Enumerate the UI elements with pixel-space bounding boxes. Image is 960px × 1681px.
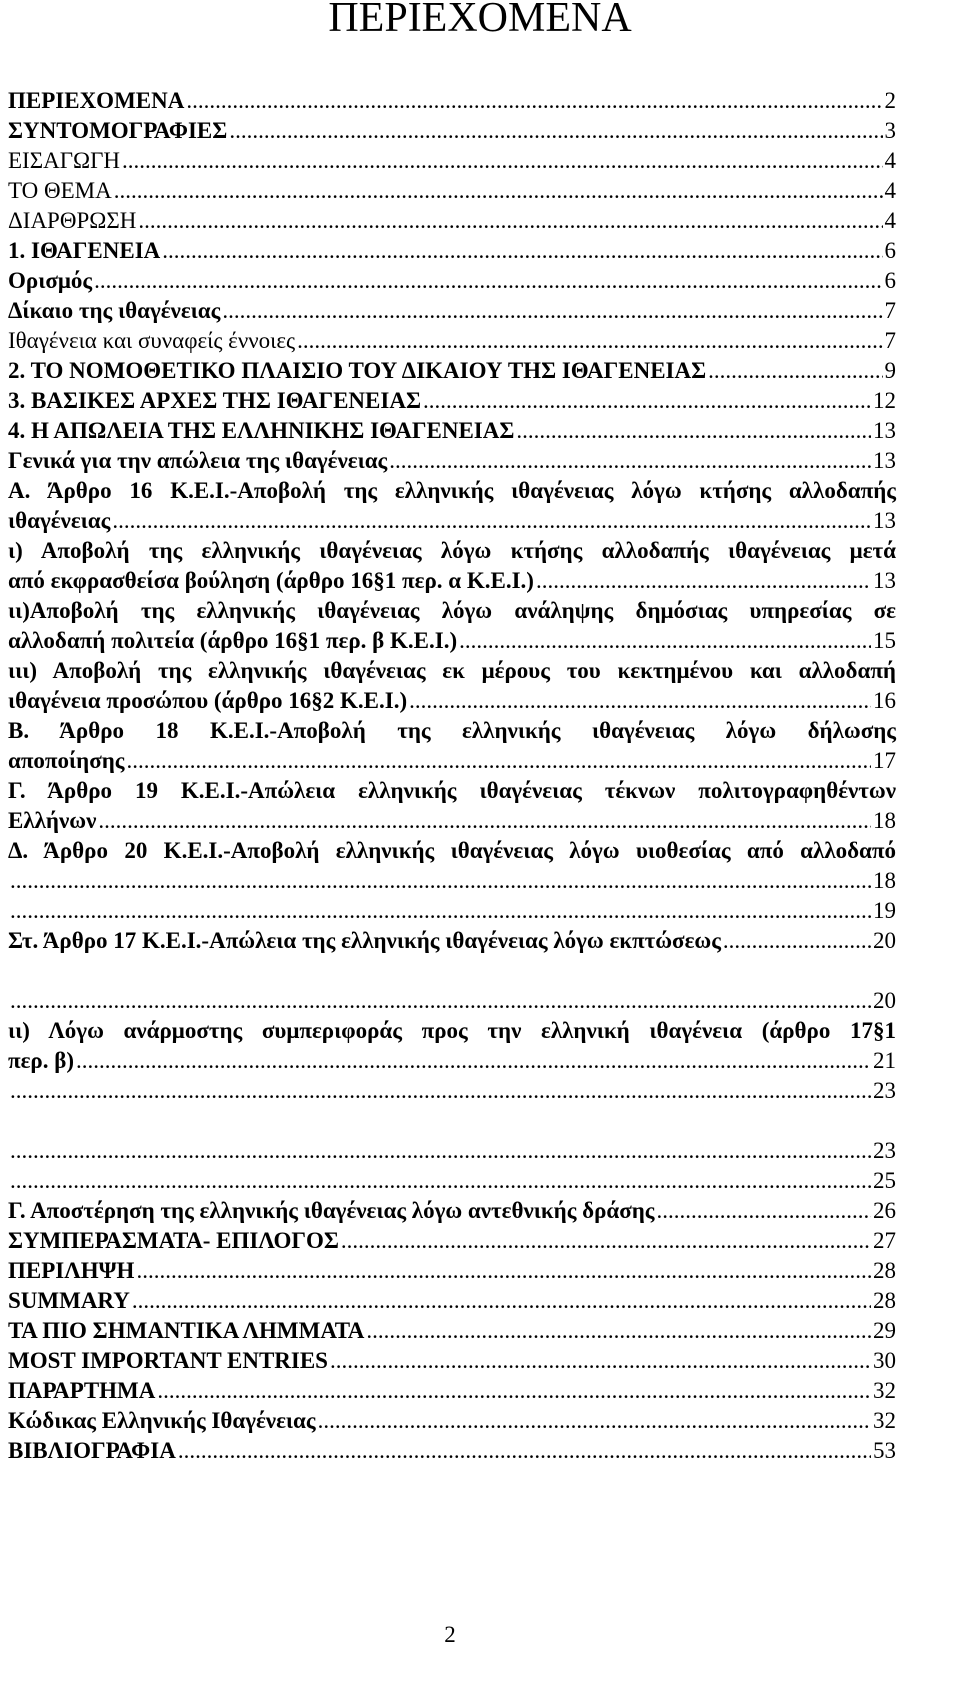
toc-entry-page: 2 <box>884 88 896 113</box>
toc-entry-text: ΠΕΡΙΕΧΟΜΕΝΑ <box>8 88 185 113</box>
leader-dots <box>341 1226 871 1256</box>
toc-entry-text: ΣΥΝΤΟΜΟΓΡΑΦΙΕΣ <box>8 118 228 143</box>
toc-entry-text: 2. ΤΟ ΝΟΜΟΘΕΤΙΚΟ ΠΛΑΙΣΙΟ ΤΟΥ ΔΙΚΑΙΟΥ ΤΗΣ ΙΘΑΓΕΝΕΙΑΣ <box>8 358 707 383</box>
page-number: 2 <box>444 1622 456 1647</box>
table-of-contents <box>8 86 896 1466</box>
toc-entry[interactable] <box>8 1166 896 1196</box>
toc-entry-text: Στ. Άρθρο 17 Κ.Ε.Ι.-Απώλεια της ελληνικής ιθαγένειας λόγω εκπτώσεως <box>8 928 721 953</box>
toc-entry[interactable] <box>8 266 896 296</box>
toc-entry-page: 4 <box>884 148 896 173</box>
toc-entry[interactable] <box>8 1346 896 1376</box>
toc-entry-text-line1: Β. Άρθρο 18 Κ.Ε.Ι.-Αποβολή της ελληνικής ιθαγένειας λόγω δήλωσης <box>8 718 896 743</box>
toc-entry-page: 9 <box>884 358 896 383</box>
toc-entry[interactable] <box>8 386 896 416</box>
toc-entry-page: 53 <box>873 1438 896 1463</box>
toc-entry-text-line1: Δ. Άρθρο 20 Κ.Ε.Ι.-Αποβολή ελληνικής ιθαγένειας λόγω υιοθεσίας από αλλοδαπό <box>8 838 896 863</box>
toc-entry-text-line2: περ. β) <box>8 1048 75 1073</box>
leader-dots <box>186 86 882 116</box>
toc-entry-page: 12 <box>873 388 896 413</box>
toc-entry[interactable] <box>8 1376 896 1406</box>
toc-entry-text: ΠΑΡΑΡΤΗΜΑ <box>8 1378 156 1403</box>
toc-entry-text: ΠΕΡΙΛΗΨΗ <box>8 1258 135 1283</box>
toc-entry-text: Ιθαγένεια και συναφείς έννοιες <box>8 328 296 353</box>
toc-entry-text-line1: ιι)Αποβολή της ελληνικής ιθαγένειας λόγω ανάληψης δημόσιας υπηρεσίας σε <box>8 598 896 623</box>
leader-dots <box>114 176 883 206</box>
toc-entry-text: SUMMARY <box>8 1288 130 1313</box>
toc-entry[interactable] <box>8 926 896 956</box>
toc-entry-text-line1: ιιι) Αποβολή της ελληνικής ιθαγένειας εκ μέρους του κεκτημένου και αλλοδαπή <box>8 658 896 683</box>
leader-dots <box>10 1136 871 1166</box>
toc-entry-text-line2: αλλοδαπή πολιτεία (άρθρο 16§1 περ. β Κ.Ε.Ι.) <box>8 628 458 653</box>
toc-entry-text-line1: ιι) Λόγω ανάρμοστης συμπεριφοράς προς την ελληνική ιθαγένεια (άρθρο 17§1 <box>8 1018 896 1043</box>
toc-entry[interactable] <box>8 1226 896 1256</box>
toc-entry-page: 6 <box>884 268 896 293</box>
leader-dots <box>132 1286 871 1316</box>
toc-entry[interactable] <box>8 476 896 536</box>
toc-entry-text-line2: αποποίησης <box>8 748 125 773</box>
toc-entry-page: 3 <box>884 118 896 143</box>
toc-entry-text-line2: ιθαγένειας <box>8 508 111 533</box>
toc-entry-text: ΒΙΒΛΙΟΓΡΑΦΙΑ <box>8 1438 176 1463</box>
toc-entry-page: 4 <box>884 208 896 233</box>
leader-dots <box>423 386 871 416</box>
toc-entry[interactable] <box>8 236 896 266</box>
toc-entry-text-line2: ιθαγένεια προσώπου (άρθρο 16§2 Κ.Ε.Ι.) <box>8 688 408 713</box>
toc-entry-text: Κώδικας Ελληνικής Ιθαγένειας <box>8 1408 316 1433</box>
toc-entry-page: 18 <box>873 868 896 893</box>
toc-entry[interactable] <box>8 896 896 926</box>
toc-entry[interactable] <box>8 446 896 476</box>
leader-dots <box>127 746 871 776</box>
leader-dots <box>10 1166 871 1196</box>
leader-dots <box>297 326 882 356</box>
toc-entry-text: ΤΑ ΠΙΟ ΣΗΜΑΝΤΙΚΑ ΛΗΜΜΑΤΑ <box>8 1318 365 1343</box>
leader-dots <box>409 686 871 716</box>
leader-dots <box>162 236 882 266</box>
toc-entry-page: 27 <box>873 1228 896 1253</box>
toc-entry-page: 13 <box>873 508 896 533</box>
toc-entry[interactable] <box>8 356 896 386</box>
toc-entry[interactable] <box>8 326 896 356</box>
toc-entry[interactable] <box>8 1196 896 1226</box>
toc-entry-page: 26 <box>873 1198 896 1223</box>
toc-entry[interactable] <box>8 956 896 1016</box>
toc-entry-text: MOST IMPORTANT ENTRIES <box>8 1348 328 1373</box>
toc-entry-text-line1: ι) Αποβολή της ελληνικής ιθαγένειας λόγω κτήσης αλλοδαπής ιθαγένειας μετά <box>8 538 896 563</box>
toc-entry-page: 4 <box>884 178 896 203</box>
toc-entry-page: 13 <box>873 418 896 443</box>
toc-entry-page: 20 <box>873 988 896 1013</box>
toc-entry[interactable] <box>8 536 896 596</box>
toc-entry-page: 23 <box>873 1138 896 1163</box>
toc-entry-page: 7 <box>884 328 896 353</box>
leader-dots <box>10 896 871 926</box>
toc-entry-page: 32 <box>873 1378 896 1403</box>
toc-entry-page: 25 <box>873 1168 896 1193</box>
leader-dots <box>94 266 882 296</box>
toc-entry-text-line1: Α. Άρθρο 16 Κ.Ε.Ι.-Αποβολή της ελληνικής ιθαγένειας λόγω κτήσης αλλοδαπής <box>8 478 896 503</box>
toc-entry-page: 13 <box>873 448 896 473</box>
toc-entry-page: 6 <box>884 238 896 263</box>
toc-entry-text: Γενικά για την απώλεια της ιθαγένειας <box>8 448 388 473</box>
toc-entry[interactable] <box>8 836 896 896</box>
toc-entry[interactable] <box>8 1106 896 1166</box>
leader-dots <box>10 986 871 1016</box>
toc-entry-page: 16 <box>873 688 896 713</box>
toc-entry-text-line2: από εκφρασθείσα βούληση (άρθρο 16§1 περ. α Κ.Ε.Ι.) <box>8 568 534 593</box>
toc-entry[interactable] <box>8 1406 896 1436</box>
toc-entry[interactable] <box>8 416 896 446</box>
toc-entry[interactable] <box>8 716 896 776</box>
toc-entry-page: 30 <box>873 1348 896 1373</box>
leader-dots <box>516 416 871 446</box>
toc-entry-text: ΤΟ ΘΕΜΑ <box>8 178 112 203</box>
leader-dots <box>122 146 882 176</box>
toc-entry-page: 20 <box>873 928 896 953</box>
toc-entry-text: Γ. Αποστέρηση της ελληνικής ιθαγένειας λόγω αντεθνικής δράσης <box>8 1198 655 1223</box>
toc-entry-page: 17 <box>873 748 896 773</box>
toc-entry[interactable] <box>8 206 896 236</box>
leader-dots <box>536 566 871 596</box>
leader-dots <box>366 1316 871 1346</box>
toc-entry-text: ΣΥΜΠΕΡΑΣΜΑΤΑ- ΕΠΙΛΟΓΟΣ <box>8 1228 339 1253</box>
leader-dots <box>10 866 871 896</box>
toc-entry[interactable] <box>8 116 896 146</box>
leader-dots <box>222 296 882 326</box>
toc-entry[interactable] <box>8 656 896 716</box>
toc-entry-page: 21 <box>873 1048 896 1073</box>
toc-entry-page: 15 <box>873 628 896 653</box>
toc-entry-text-line1: Γ. Άρθρο 19 Κ.Ε.Ι.-Απώλεια ελληνικής ιθαγένειας τέκνων πολιτογραφηθέντων <box>8 778 896 803</box>
toc-entry[interactable] <box>8 1016 896 1076</box>
toc-entry[interactable] <box>8 596 896 656</box>
toc-entry-page: 23 <box>873 1078 896 1103</box>
toc-entry-page: 18 <box>873 808 896 833</box>
toc-entry-page: 13 <box>873 568 896 593</box>
leader-dots <box>112 506 871 536</box>
leader-dots <box>229 116 882 146</box>
toc-entry-page: 28 <box>873 1258 896 1283</box>
toc-entry[interactable] <box>8 146 896 176</box>
leader-dots <box>708 356 882 386</box>
leader-dots <box>10 1076 871 1106</box>
leader-dots <box>178 1436 871 1466</box>
leader-dots <box>330 1346 871 1376</box>
leader-dots <box>98 806 871 836</box>
toc-entry[interactable] <box>8 1316 896 1346</box>
toc-entry-text: 4. Η ΑΠΩΛΕΙΑ ΤΗΣ ΕΛΛΗΝΙΚΗΣ ΙΘΑΓΕΝΕΙΑΣ <box>8 418 515 443</box>
toc-entry-text: Ορισμός <box>8 268 93 293</box>
toc-entry-text: 1. ΙΘΑΓΕΝΕΙΑ <box>8 238 161 263</box>
toc-entry[interactable] <box>8 86 896 116</box>
toc-entry-page: 19 <box>873 898 896 923</box>
leader-dots <box>657 1196 871 1226</box>
toc-entry-text-line2: Ελλήνων <box>8 808 97 833</box>
toc-entry[interactable] <box>8 776 896 836</box>
toc-entry[interactable] <box>8 176 896 206</box>
toc-entry[interactable] <box>8 296 896 326</box>
leader-dots <box>459 626 871 656</box>
toc-entry[interactable] <box>8 1286 896 1316</box>
toc-entry[interactable] <box>8 1076 896 1106</box>
toc-entry-text: 3. ΒΑΣΙΚΕΣ ΑΡΧΕΣ ΤΗΣ ΙΘΑΓΕΝΕΙΑΣ <box>8 388 421 413</box>
page-title: ΠΕΡΙΕΧΟΜΕΝΑ <box>328 0 632 41</box>
toc-entry-page: 29 <box>873 1318 896 1343</box>
toc-entry-page: 7 <box>884 298 896 323</box>
toc-entry-text: ΕΙΣΑΓΩΓΗ <box>8 148 121 173</box>
leader-dots <box>136 1256 871 1286</box>
toc-entry-page: 32 <box>873 1408 896 1433</box>
toc-entry-text: Δίκαιο της ιθαγένειας <box>8 298 221 323</box>
toc-entry-page: 28 <box>873 1288 896 1313</box>
toc-entry[interactable] <box>8 1256 896 1286</box>
toc-entry[interactable] <box>8 1436 896 1466</box>
leader-dots <box>723 926 871 956</box>
leader-dots <box>157 1376 871 1406</box>
leader-dots <box>138 206 882 236</box>
toc-entry-text: ΔΙΑΡΘΡΩΣΗ <box>8 208 137 233</box>
leader-dots <box>76 1046 871 1076</box>
leader-dots <box>318 1406 871 1436</box>
leader-dots <box>389 446 871 476</box>
